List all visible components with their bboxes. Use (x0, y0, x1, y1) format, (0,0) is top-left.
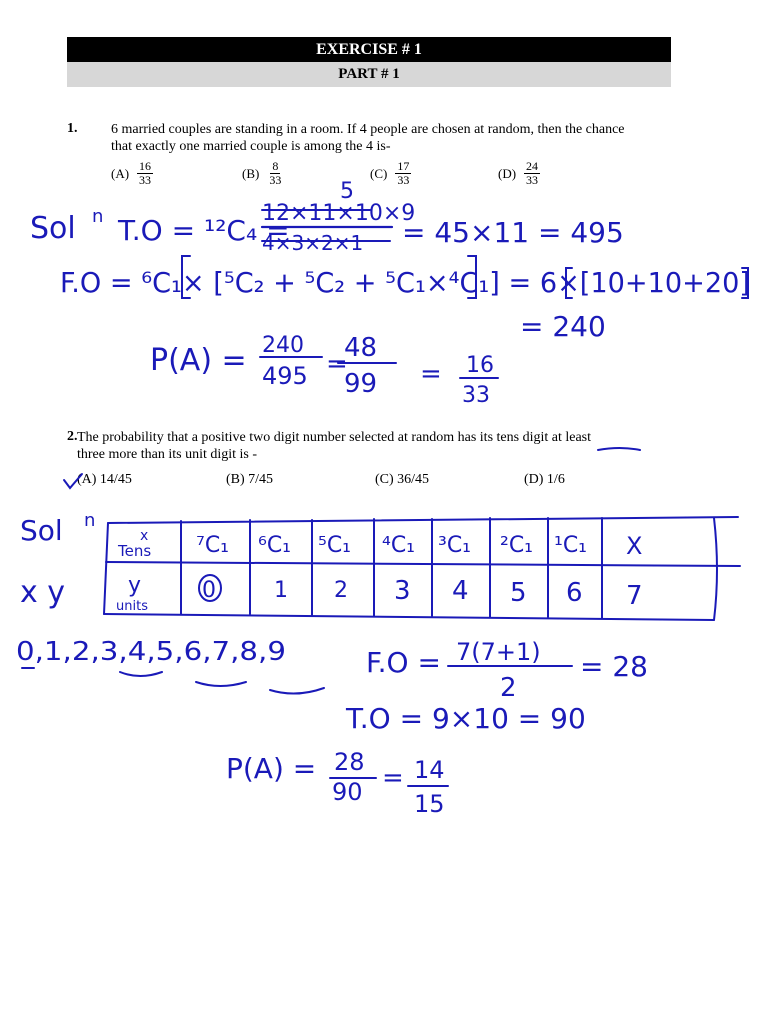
table-r2-c5: 4 (452, 576, 469, 606)
digits-list: 0,1,2,3,4,5,6,7,8,9 (16, 637, 286, 667)
sol1-f3-den: 33 (462, 383, 490, 408)
table-head-tens-x: x (140, 528, 149, 544)
table-r1-c5: ³C₁ (438, 533, 471, 558)
q2-option-c: (C) 36/45 (375, 472, 430, 487)
sol1-f2-den: 99 (344, 369, 378, 399)
sol2-fo-label: F.O = (366, 646, 441, 679)
sol2-pa-f1-num: 28 (334, 748, 365, 776)
sol2-xy: x y (20, 575, 66, 610)
q1-option-a-den: 33 (139, 173, 152, 187)
table-head-units: units (116, 599, 148, 614)
table-r1-c8: X (626, 532, 643, 560)
table-col-9 (714, 518, 717, 620)
table-r2-c1: 0 (202, 578, 216, 603)
table-top (108, 517, 738, 523)
table-head-units-y: y (128, 573, 142, 598)
sol1-label: Sol (30, 211, 76, 246)
sol2-fo-result: = 28 (580, 650, 648, 683)
q2-text-line2: three more than its unit digit is - (77, 447, 258, 462)
sol1-f3-num: 16 (466, 353, 494, 378)
sol1-f1-den: 495 (262, 362, 308, 390)
table-r2-c7: 6 (566, 578, 583, 608)
q1-option-c-num: 17 (397, 159, 410, 173)
q2-option-b: (B) 7/45 (226, 472, 274, 487)
table-col-0 (104, 523, 108, 614)
q1-option-d-label: (D) (498, 165, 517, 181)
q1-option-c-label: (C) (370, 165, 388, 181)
table-r1-c6: ²C₁ (500, 533, 533, 558)
q2-number: 2. (67, 429, 78, 444)
digit-brace-1 (120, 672, 162, 676)
q1-option-a-num: 16 (139, 159, 152, 173)
sol2-label-sup: n (84, 510, 96, 531)
sol2-pa-f2-num: 14 (414, 756, 445, 784)
table-r2-c2: 1 (274, 578, 288, 603)
table-mid (106, 562, 740, 566)
sol2-pa-eq: = (382, 763, 404, 793)
tick-mark (64, 474, 82, 488)
q1-option-a-label: (A) (111, 165, 130, 181)
sol1-label-sup: n (92, 206, 104, 227)
sol2-to: T.O = 9×10 = 90 (346, 702, 586, 735)
table-bottom (104, 614, 714, 620)
q1-option-d-den: 33 (526, 173, 539, 187)
sol1-five: 5 (340, 179, 354, 204)
table-r2-c6: 5 (510, 578, 527, 608)
sol1-result: = 45×11 = 495 (402, 216, 624, 249)
q1-text-line1: 6 married couples are standing in a room. If 4 people are chosen at random, then the chance (111, 122, 625, 137)
sol1-to: T.O = ¹²C₄ = (118, 214, 290, 247)
digit-brace-2 (196, 682, 246, 686)
table-r1-c1: ⁷C₁ (196, 533, 229, 558)
sol2-pa-label: P(A) = (226, 752, 317, 785)
sol1-cancel-num: 12×11×10×9 (262, 201, 416, 226)
sol2-pa-f2-den: 15 (414, 790, 445, 818)
table-r2-c3: 2 (334, 578, 348, 603)
q1-number: 1. (67, 121, 78, 136)
q1-option-b-num: 8 (272, 159, 279, 173)
q2-text-line1: The probability that a positive two digit number selected at random has its tens digit at least (77, 430, 591, 445)
q1-option-c-den: 33 (397, 173, 410, 187)
sol2-fo-den: 2 (500, 673, 517, 703)
q2-option-a: (A) 14/45 (77, 472, 132, 487)
q1-option-d-num: 24 (526, 159, 539, 173)
sol2-label: Sol (20, 514, 63, 547)
q1-option-b-den: 33 (269, 173, 282, 187)
sol1-cancel-den: 4×3×2×1 (262, 231, 364, 255)
sol1-eq2: = (420, 359, 442, 389)
q1-option-b-label: (B) (242, 165, 260, 181)
sol1-f2-num: 48 (344, 333, 378, 363)
q2-option-d: (D) 1/6 (524, 472, 565, 487)
sol1-240: = 240 (520, 310, 606, 343)
sol1-pa: P(A) = (150, 343, 247, 378)
q1-text-line2: that exactly one married couple is among the 4 is- (111, 139, 391, 154)
table-r1-c3: ⁵C₁ (318, 533, 351, 558)
table-r2-c4: 3 (394, 576, 411, 606)
table-head-tens: Tens (118, 542, 152, 560)
sol1-fo: F.O = ⁶C₁× [⁵C₂ + ⁵C₂ + ⁵C₁×⁴C₁] = 6×[10+10+20] (60, 266, 750, 299)
sol1-f1-num: 240 (262, 333, 304, 358)
tens-underline (598, 448, 640, 450)
table-r1-c4: ⁴C₁ (382, 533, 415, 558)
sol2-pa-f1-den: 90 (332, 778, 363, 806)
exercise-title: EXERCISE # 1 (67, 37, 671, 62)
part-title: PART # 1 (67, 62, 671, 87)
digit-brace-3 (270, 688, 324, 694)
sol2-fo-num: 7(7+1) (456, 638, 541, 666)
table-r1-c7: ¹C₁ (554, 533, 587, 558)
sol1-eq1: = (326, 349, 348, 379)
table-r2-c8: 7 (626, 581, 643, 611)
table-r1-c2: ⁶C₁ (258, 533, 291, 558)
